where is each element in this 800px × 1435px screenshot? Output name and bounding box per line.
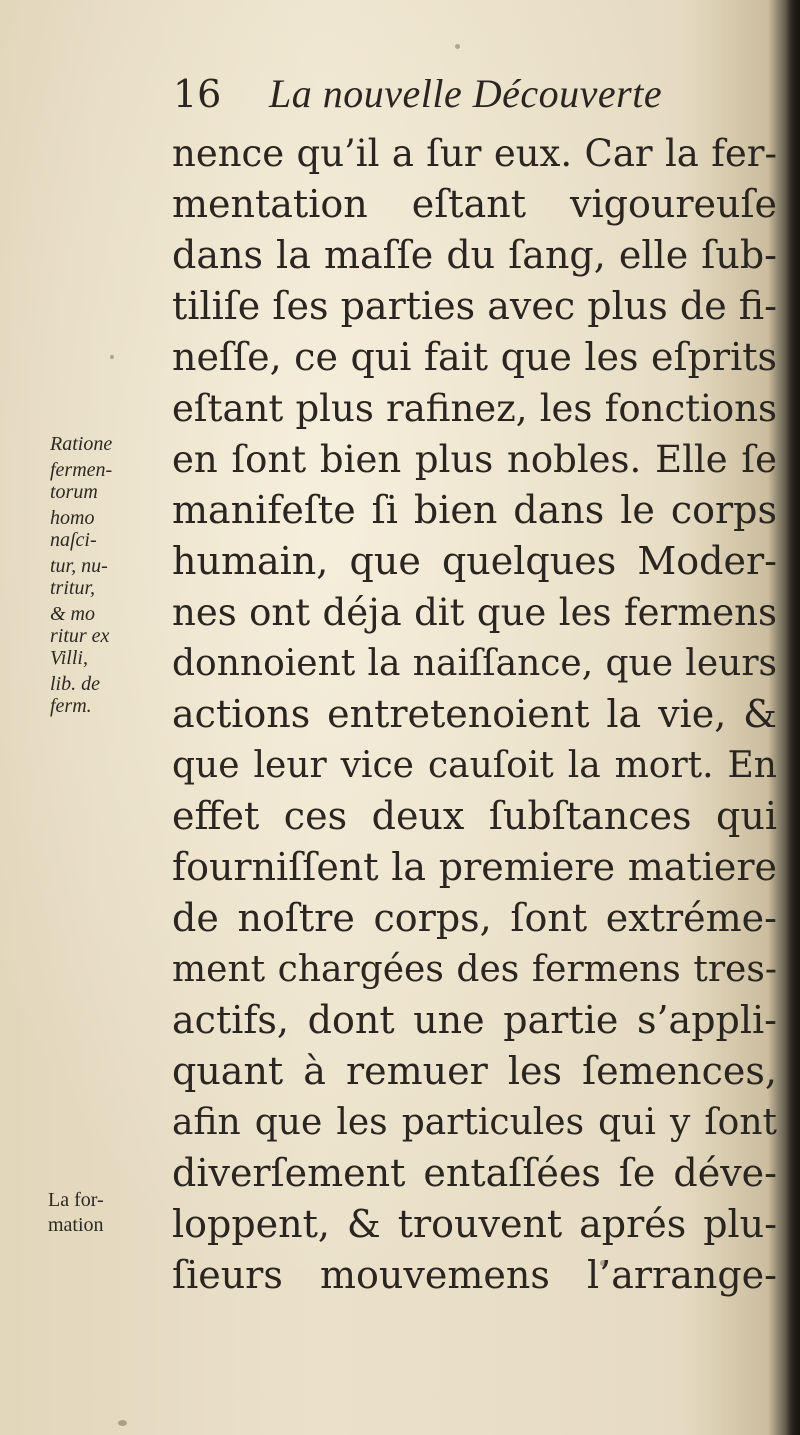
ink-spot-decoration [455,44,460,49]
text-line: en ſont bien plus nobles. Elle ſe [172,438,777,481]
margin-note-line: fermen- [50,459,113,481]
margin-note-line: ferm. [50,695,92,717]
text-line: dans la maſſe du ſang, elle ſub- [172,233,777,277]
text-line: manifeſte ſi bien dans le corps [172,488,777,532]
margin-note-line: lib. de [50,673,100,695]
margin-note-formation [48,1188,168,1238]
text-line: nence qu’il a ſur eux. Car la fer- [172,132,777,175]
text-line: nes ont déja dit que les fermens [172,591,777,634]
page-header [173,70,773,126]
ink-spot-decoration [118,1420,127,1426]
running-title: La nouvelle Découverte [269,71,663,116]
text-line: effet ces deux ſubſtances qui [172,794,777,838]
margin-note-line: tur, nu- [50,555,108,577]
text-line: neſſe, ce qui fait que les eſprits [172,335,777,379]
text-line: ſieurs mouvemens l’arrange- [172,1253,777,1297]
margin-note-ferments [50,433,170,717]
margin-note-line: La for- [48,1189,104,1211]
ink-spot-decoration [110,355,114,359]
text-line: de noſtre corps, ſont extréme- [172,896,777,940]
ink-spot-decoration [600,1260,606,1266]
margin-note-line: Ratione [50,433,113,455]
margin-note-line: torum [50,481,98,503]
text-line: mentation eſtant vigoureuſe [172,182,777,226]
margin-note-line: & mo [50,603,95,625]
text-line: quant à remuer les ſemences, [172,1049,777,1093]
margin-note-line: mation [48,1214,104,1236]
text-line: diverſement entaſſées ſe déve- [172,1151,777,1195]
text-line: humain, que quelques Moder- [172,539,777,583]
text-line: actifs, dont une partie s’appli- [172,998,777,1042]
text-line: loppent, & trouvent aprés plu- [172,1202,777,1246]
text-line: tiliſe ſes parties avec plus de fi- [172,284,777,328]
margin-note-line: Villi, [50,647,88,669]
text-line: fourniſſent la premiere matiere [172,845,777,889]
text-line: eſtant plus rafinez, les fonctions [172,387,777,430]
page-edge-shadow [786,0,800,1435]
text-line: donnoient la naiſſance, que leurs [172,643,777,684]
margin-note-line: homo [50,507,95,529]
body-text [172,128,777,1301]
margin-note-line: naſci- [50,529,97,551]
text-line: que leur vice cauſoit la mort. En [172,745,777,786]
margin-note-line: ritur ex [50,625,110,647]
text-line: ment chargées des fermens tres- [172,949,777,990]
page-number: 16 [173,72,222,116]
text-line: actions entretenoient la vie, & [172,692,777,736]
text-line: afin que les particules qui y ſont [172,1102,777,1143]
margin-note-line: tritur, [50,577,96,599]
